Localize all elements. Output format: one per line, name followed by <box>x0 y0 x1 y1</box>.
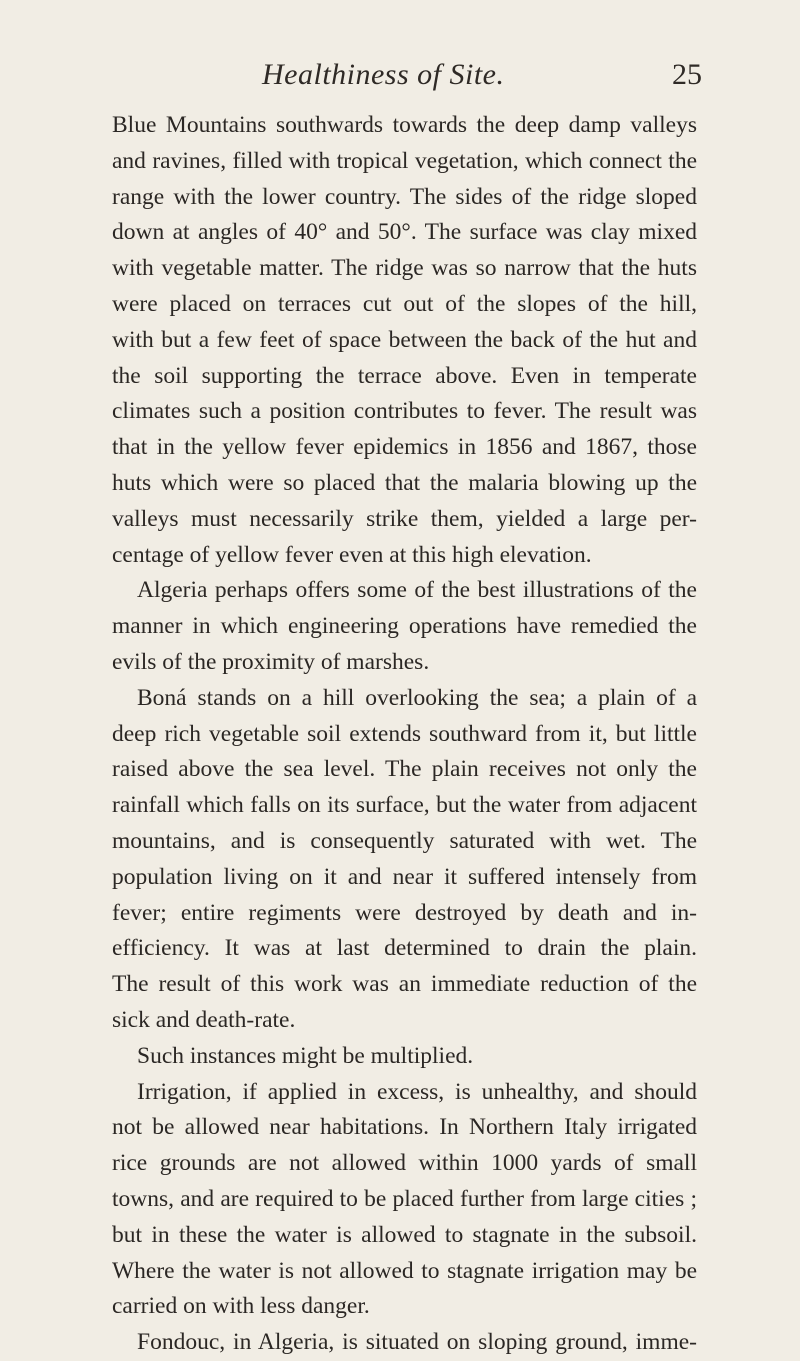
text-line: raised above the sea level. The plain receives not only the <box>112 756 697 783</box>
text-line: the soil supporting the terrace above. Even in temperate <box>112 362 697 389</box>
text-line: The result of this work was an immediate reduction of the <box>112 971 697 998</box>
text-line: with but a few feet of space between the back of the hut and <box>112 326 697 353</box>
text-line: Fondouc, in Algeria, is situated on sloping ground, imme- <box>137 1329 697 1356</box>
text-line: were placed on terraces cut out of the slopes of the hill, <box>112 290 697 317</box>
text-line: rice grounds are not allowed within 1000 yards of small <box>112 1150 697 1177</box>
text-line: with vegetable matter. The ridge was so narrow that the huts <box>112 255 697 282</box>
text-line: but in these the water is allowed to stagnate in the subsoil. <box>112 1221 697 1248</box>
text-line: Where the water is not allowed to stagnate irrigation may be <box>112 1257 697 1284</box>
text-line: climates such a position contributes to fever. The result was <box>112 398 697 425</box>
text-line: evils of the proximity of marshes. <box>112 648 430 675</box>
text-line: carried on with less danger. <box>112 1293 370 1320</box>
text-line: Algeria perhaps offers some of the best illustrations of the <box>137 577 697 604</box>
text-line: Blue Mountains southwards towards the deep damp valleys <box>112 112 697 138</box>
text-line: efficiency. It was at last determined to drain the plain. <box>112 935 697 962</box>
running-head <box>0 56 800 96</box>
running-title: Healthiness of Site. <box>262 58 505 91</box>
text-line: Boná stands on a hill overlooking the sea; a plain of a <box>137 684 697 711</box>
text-line: Such instances might be multiplied. <box>137 1042 474 1069</box>
text-line: and ravines, filled with tropical vegetation, which connect the <box>112 147 697 174</box>
body-text <box>112 108 697 1361</box>
text-line: Irrigation, if applied in excess, is unhealthy, and should <box>137 1078 697 1105</box>
text-line: range with the lower country. The sides of the ridge sloped <box>112 183 697 210</box>
text-line: deep rich vegetable soil extends southward from it, but little <box>112 720 697 747</box>
text-line: down at angles of 40° and 50°. The surface was clay mixed <box>112 219 697 246</box>
text-line: centage of yellow fever even at this high elevation. <box>112 541 592 568</box>
text-line: population living on it and near it suffered intensely from <box>112 863 697 890</box>
page-number: 25 <box>672 58 702 91</box>
text-line: towns, and are required to be placed further from large cities ; <box>112 1185 697 1212</box>
text-line: that in the yellow fever epidemics in 1856 and 1867, those <box>112 434 697 461</box>
text-line: huts which were so placed that the malaria blowing up the <box>112 469 697 496</box>
text-line: valleys must necessarily strike them, yielded a large per- <box>112 505 697 532</box>
text-line: manner in which engineering operations have remedied the <box>112 613 697 640</box>
text-line: fever; entire regiments were destroyed by death and in- <box>112 899 697 926</box>
text-line: rainfall which falls on its surface, but the water from adjacent <box>112 792 697 819</box>
text-line: not be allowed near habitations. In Northern Italy irrigated <box>112 1114 697 1141</box>
text-line: mountains, and is consequently saturated with wet. The <box>112 827 697 854</box>
text-line: sick and death-rate. <box>112 1006 296 1033</box>
